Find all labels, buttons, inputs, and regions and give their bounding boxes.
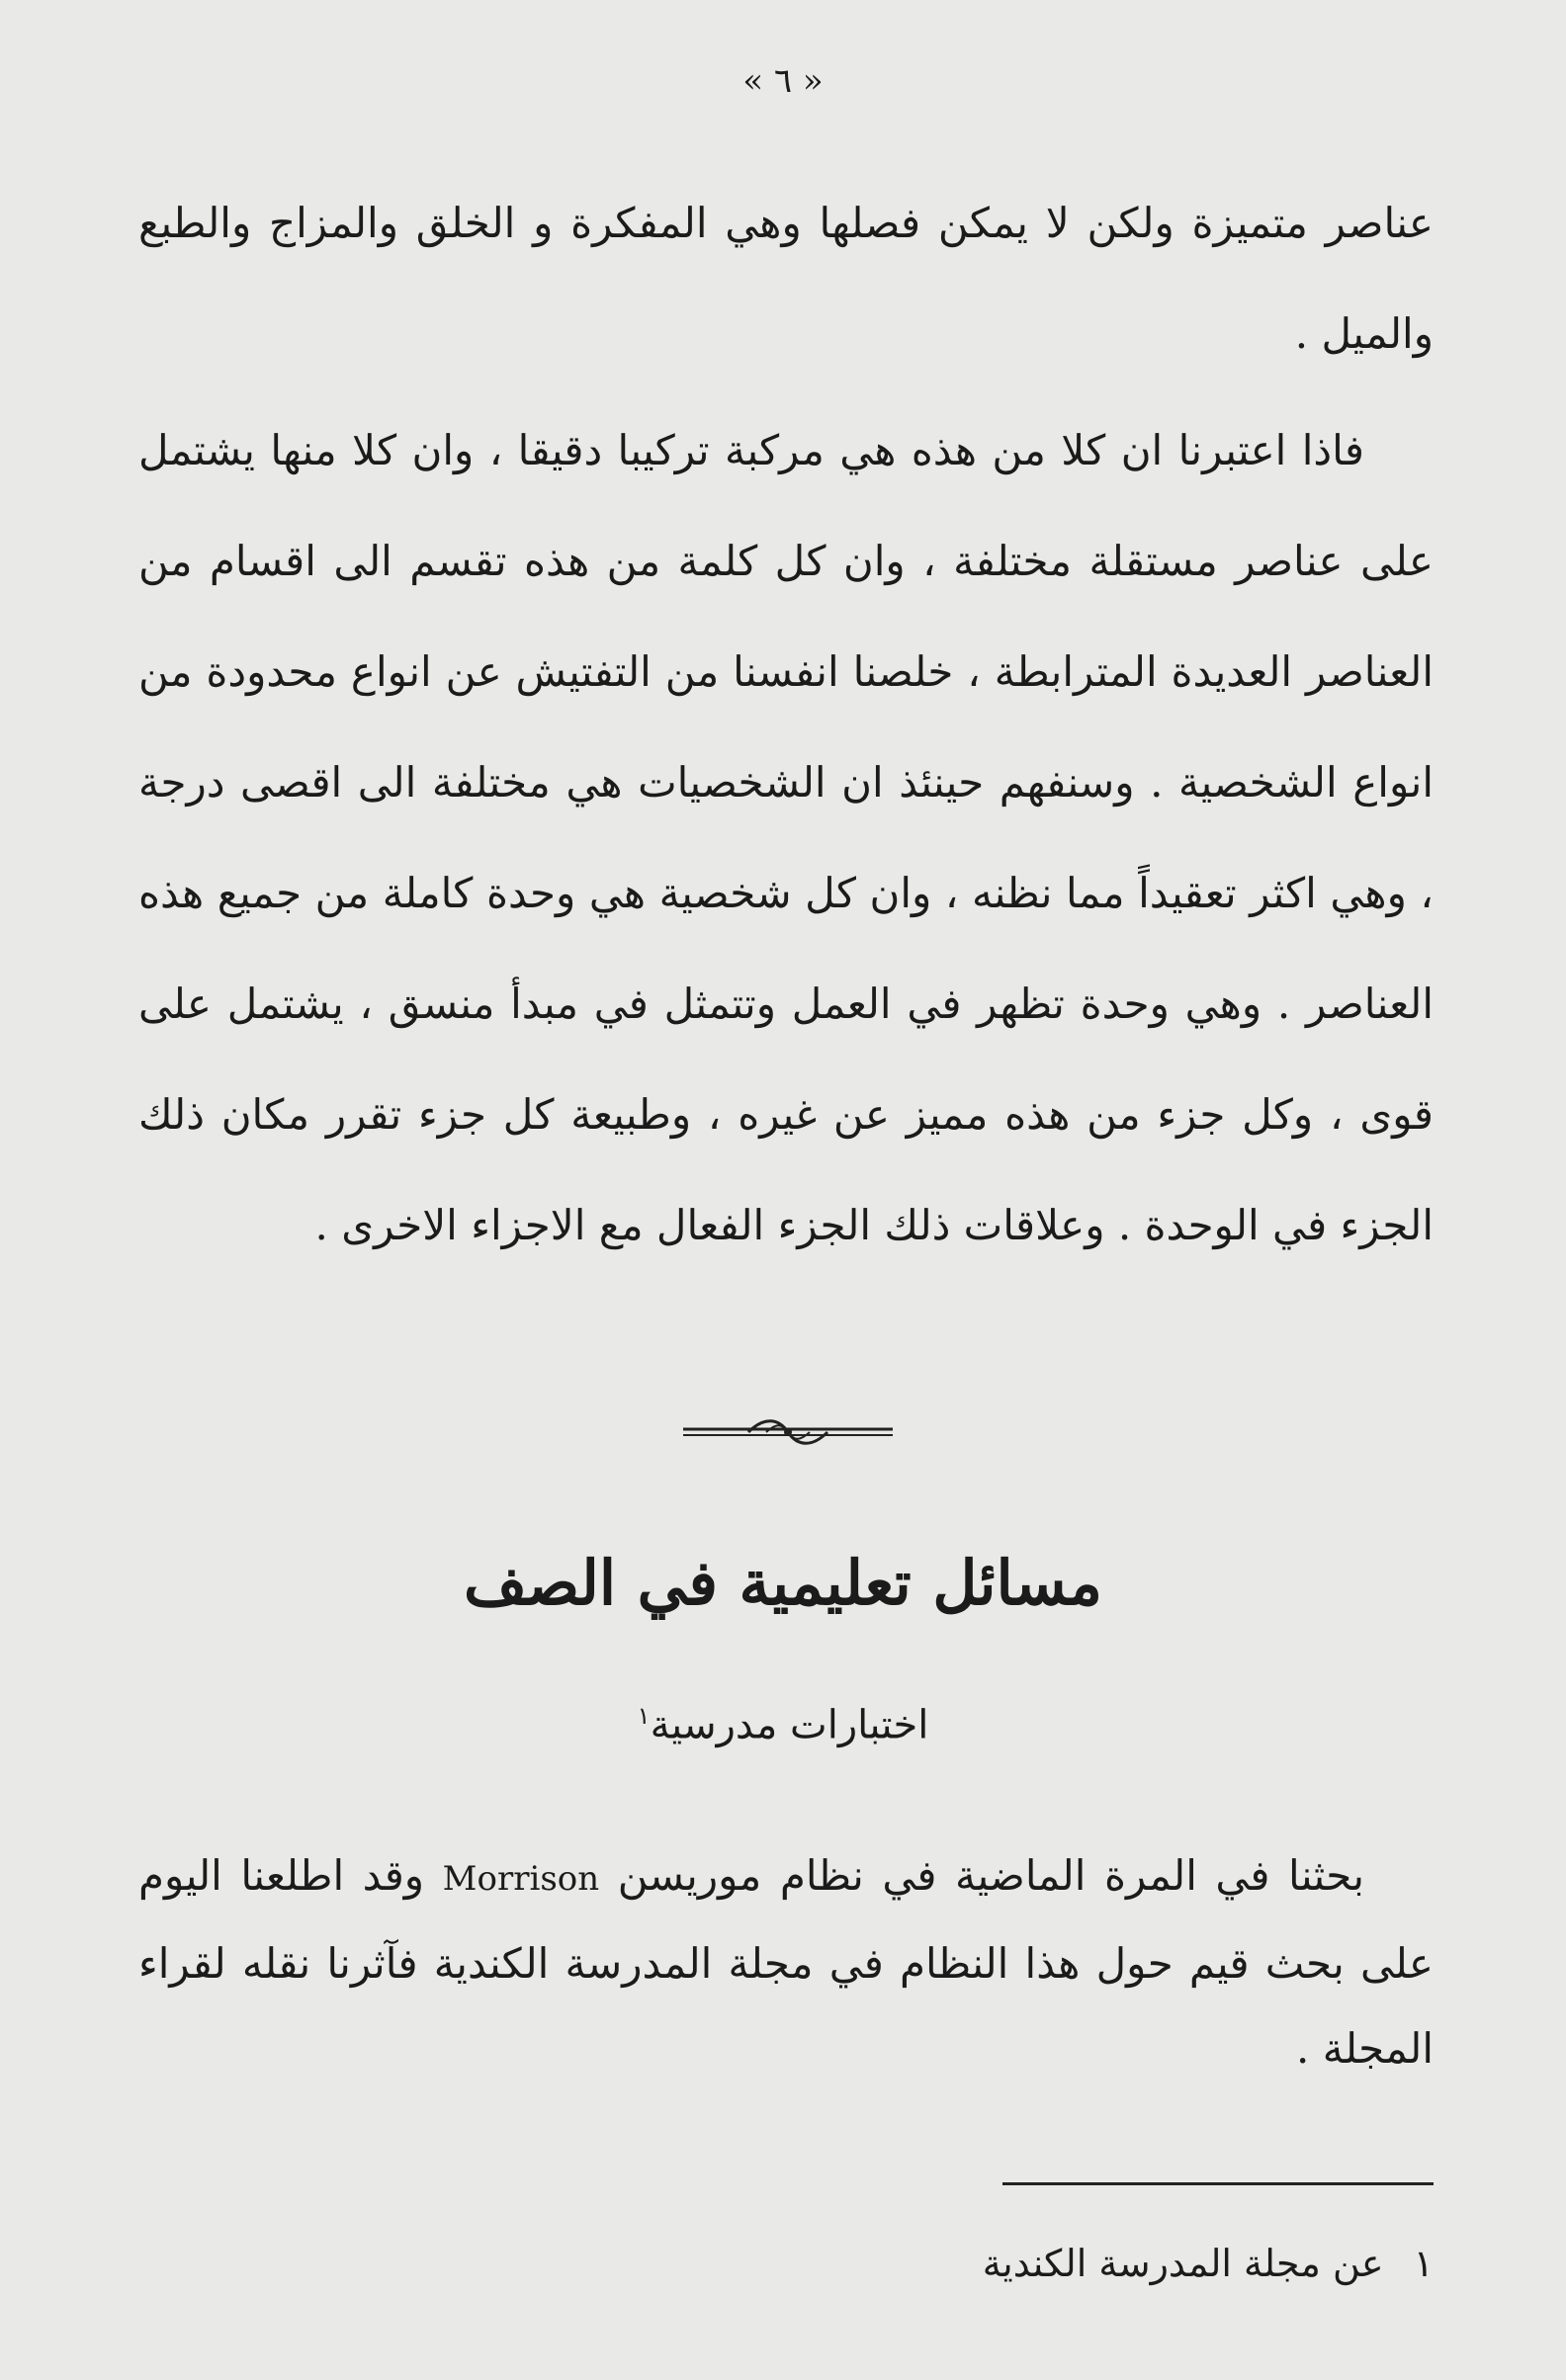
paragraph-morrison-start: بحثنا في المرة الماضية في نظام موريسن (617, 1851, 1365, 1900)
page-number: « ٦ » (742, 61, 824, 101)
section-title: مسائل تعليمية في الصف (464, 1547, 1102, 1619)
ornamental-divider-icon (679, 1413, 897, 1449)
latin-name: Morrison (442, 1859, 600, 1899)
paragraph-continuation: عناصر متميزة ولكن لا يمكن فصلها وهي المفكرة و الخلق والمزاج والطبع والميل . (138, 199, 1434, 358)
paragraph-morrison-end: وقد اطلعنا اليوم على بحث قيم حول هذا النظام في مجلة المدرسة الكندية فآثرنا نقله لقراء المجلة . (138, 1851, 1434, 2073)
footnote (983, 2242, 1434, 2285)
footnote-marker: ١ (637, 1702, 651, 1730)
section-subtitle-text: اختبارات مدرسية (650, 1702, 929, 1748)
paragraph-personality: فاذا اعتبرنا ان كلا من هذه هي مركبة تركيبا دقيقا ، وان كلا منها يشتمل على عناصر مستقلة مختلفة ، وان كل كلمة من هذه تقسم الى اقسام من العناصر العديدة المترابطة ، خلصنا انفسنا من التفتيش عن انواع محدودة من انواع الشخصية . وسنفهم حينئذ ان الشخصيات هي مختلفة الى اقصى درجة ، وهي اكثر تعقيداً مما نظنه ، وان كل شخصية هي وحدة كاملة من جميع هذه العناصر . وهي وحدة تظهر في العمل وتتمثل في مبدأ منسق ، يشتمل على قوى ، وكل جزء من هذه مميز عن غيره ، وطبيعة كل جزء تقرر مكان ذلك الجزء في الوحدة . وعلاقات ذلك الجزء الفعال مع الاجزاء الاخرى . (138, 426, 1434, 1249)
section-subtitle (0, 1702, 1566, 1747)
footnote-number: ١ (1413, 2242, 1434, 2285)
footnote-divider (1002, 2182, 1434, 2185)
footnote-text: عن مجلة المدرسة الكندية (982, 2242, 1384, 2285)
paragraph-morrison (138, 1833, 1434, 2091)
